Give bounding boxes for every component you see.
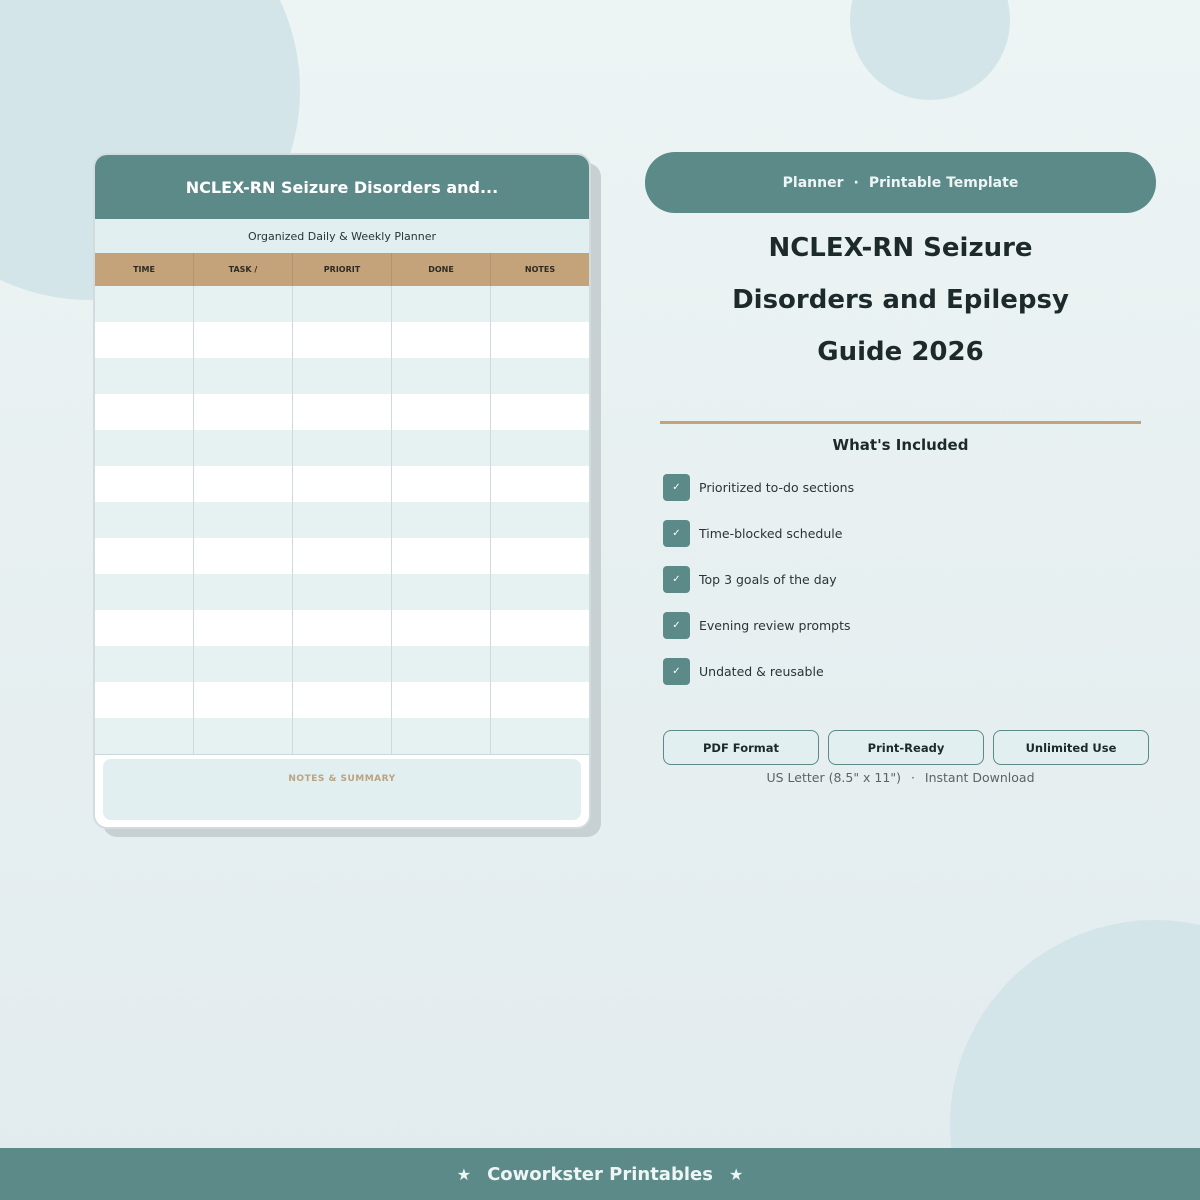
table-cell [194, 646, 293, 682]
column-header-done: DONE [392, 253, 491, 286]
feature-label: Evening review prompts [699, 618, 851, 633]
table-cell [392, 322, 491, 358]
table-cell [95, 466, 194, 502]
planner-table-body [95, 286, 589, 755]
table-cell [194, 430, 293, 466]
table-cell [491, 538, 589, 574]
meta-separator: · [910, 770, 915, 785]
table-row [95, 574, 589, 610]
table-cell [293, 610, 392, 646]
planner-subtitle-bar [95, 219, 589, 253]
column-header-time: TIME [95, 253, 194, 286]
table-cell [194, 574, 293, 610]
table-cell [491, 358, 589, 394]
template-type-label: Printable Template [868, 174, 1019, 191]
table-cell [95, 610, 194, 646]
table-row [95, 466, 589, 502]
feature-label: Time-blocked schedule [699, 526, 843, 541]
column-header-priority: PRIORIT [293, 253, 392, 286]
planner-preview-card [93, 153, 591, 829]
product-title-line: NCLEX-RN Seizure [768, 233, 1033, 263]
table-cell [194, 682, 293, 718]
table-cell [491, 286, 589, 322]
checkmark-icon: ✓ [663, 612, 690, 639]
badge-pdf-format: PDF Format [663, 730, 819, 765]
table-row [95, 430, 589, 466]
table-row [95, 286, 589, 322]
table-cell [293, 646, 392, 682]
table-cell [293, 682, 392, 718]
feature-item [663, 566, 854, 593]
table-cell [194, 394, 293, 430]
table-cell [194, 718, 293, 754]
planner-table-header [95, 253, 589, 286]
pill-separator: · [853, 174, 859, 191]
brand-name: Coworkster Printables [487, 1163, 713, 1185]
table-cell [194, 466, 293, 502]
table-cell [392, 538, 491, 574]
table-row [95, 682, 589, 718]
table-cell [392, 466, 491, 502]
table-cell [392, 574, 491, 610]
product-title-line: Guide 2026 [817, 337, 984, 367]
feature-item [663, 612, 854, 639]
format-badges [663, 730, 1149, 765]
table-cell [392, 394, 491, 430]
star-icon: ★ [728, 1164, 744, 1184]
feature-label: Prioritized to-do sections [699, 480, 855, 495]
table-row [95, 610, 589, 646]
feature-label: Top 3 goals of the day [699, 572, 837, 587]
notes-summary-box [103, 759, 581, 820]
table-cell [491, 394, 589, 430]
table-row [95, 358, 589, 394]
table-cell [293, 430, 392, 466]
table-cell [491, 718, 589, 754]
table-cell [293, 502, 392, 538]
table-cell [392, 646, 491, 682]
table-cell [392, 682, 491, 718]
star-icon: ★ [456, 1164, 472, 1184]
product-title-line: Disorders and Epilepsy [732, 285, 1069, 315]
product-title [645, 222, 1156, 378]
table-cell [95, 502, 194, 538]
table-cell [95, 718, 194, 754]
table-cell [392, 286, 491, 322]
table-cell [95, 286, 194, 322]
table-cell [491, 682, 589, 718]
table-cell [392, 430, 491, 466]
table-cell [95, 574, 194, 610]
table-cell [491, 610, 589, 646]
table-cell [194, 358, 293, 394]
product-meta [645, 770, 1156, 785]
planner-header-title: NCLEX-RN Seizure Disorders and... [185, 177, 499, 197]
table-cell [392, 358, 491, 394]
notes-summary-label: NOTES & SUMMARY [288, 774, 396, 784]
category-pill [645, 152, 1156, 213]
feature-item [663, 658, 854, 685]
table-cell [95, 538, 194, 574]
table-cell [293, 538, 392, 574]
table-cell [293, 286, 392, 322]
feature-item [663, 520, 854, 547]
table-cell [392, 718, 491, 754]
table-cell [95, 682, 194, 718]
column-header-task: TASK / [194, 253, 293, 286]
table-row [95, 322, 589, 358]
table-cell [293, 466, 392, 502]
section-divider [660, 421, 1141, 424]
badge-unlimited-use: Unlimited Use [993, 730, 1149, 765]
checkmark-icon: ✓ [663, 474, 690, 501]
table-cell [95, 646, 194, 682]
table-cell [491, 430, 589, 466]
table-cell [194, 322, 293, 358]
checkmark-icon: ✓ [663, 658, 690, 685]
whats-included-heading: What's Included [832, 436, 969, 454]
table-cell [491, 502, 589, 538]
table-row [95, 394, 589, 430]
table-cell [95, 358, 194, 394]
table-cell [194, 538, 293, 574]
table-cell [194, 610, 293, 646]
checkmark-icon: ✓ [663, 520, 690, 547]
column-header-notes: NOTES [524, 265, 556, 274]
table-row [95, 538, 589, 574]
delivery-method: Instant Download [924, 770, 1035, 785]
table-cell [95, 430, 194, 466]
table-cell [95, 322, 194, 358]
table-cell [293, 358, 392, 394]
category-label: Planner [782, 174, 844, 191]
table-cell [194, 502, 293, 538]
decorative-circle-top-right [850, 0, 1010, 100]
table-cell [491, 466, 589, 502]
feature-list [663, 474, 854, 704]
badge-print-ready: Print-Ready [828, 730, 984, 765]
checkmark-icon: ✓ [663, 566, 690, 593]
feature-label: Undated & reusable [699, 664, 824, 679]
paper-size: US Letter (8.5" x 11") [766, 770, 901, 785]
brand-footer [0, 1148, 1200, 1200]
table-cell [491, 322, 589, 358]
table-cell [95, 394, 194, 430]
table-cell [491, 574, 589, 610]
table-row [95, 646, 589, 682]
table-cell [293, 394, 392, 430]
feature-item [663, 474, 854, 501]
table-row [95, 718, 589, 754]
table-cell [293, 574, 392, 610]
planner-header [95, 155, 589, 219]
table-cell [194, 286, 293, 322]
table-cell [392, 502, 491, 538]
table-cell [491, 646, 589, 682]
table-cell [293, 322, 392, 358]
planner-subtitle: Organized Daily & Weekly Planner [247, 229, 437, 243]
table-cell [392, 610, 491, 646]
table-row [95, 502, 589, 538]
table-cell [293, 718, 392, 754]
